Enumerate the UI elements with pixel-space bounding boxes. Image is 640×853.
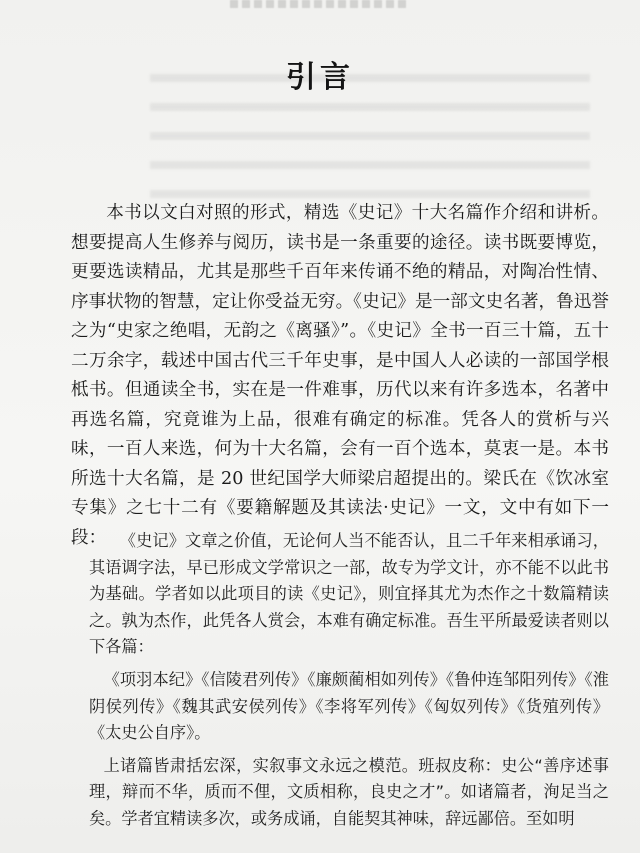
quoted-passage <box>89 528 609 839</box>
quote-paragraph: 上诸篇皆肃括宏深，实叙事文永远之模范。班叔皮称：史公“善序述事理，辩而不华，质而不俚，文质相称，良史之才”。如诸篇者，洵足当之矣。学者宜精读多次，或务成诵，自能契其神味，辞远鄙倍。至如明 <box>89 755 609 828</box>
running-header <box>230 0 410 8</box>
quote-paragraph: 《史记》文章之价值，无论何人当不能否认，且二千年来相承诵习，其语调字法，早已形成文学常识之一部，故专为学文计，亦不能不以此书为基础。学者如以此项目的读《史记》，则宜择其尤为杰作之十数篇精读之。孰为杰作，此凭各人赏会，本难有确定标准。吾生平所最爱读者则以下各篇： <box>89 531 609 657</box>
quote-chapter-list: 《项羽本纪》《信陵君列传》《廉颇蔺相如列传》《鲁仲连邹阳列传》《淮阴侯列传》《魏其武安侯列传》《李将军列传》《匈奴列传》《货殖列传》《太史公自序》。 <box>89 669 609 743</box>
chapter-title: 引言 <box>286 60 354 95</box>
intro-paragraph: 本书以文白对照的形式，精选《史记》十大名篇作介绍和讲析。想要提高人生修养与阅历，读书是一条重要的途径。读书既要博览，更要选读精品，尤其是那些千百年来传诵不绝的精品，对陶冶性情、序事状物的智慧，定让你受益无穷。《史记》是一部文史名著，鲁迅誉之为“史家之绝唱，无韵之《离骚》”。《史记》全书一百三十篇，五十二万余字，载述中国古代三千年史事，是中国人人必读的一部国学根柢书。但通读全书，实在是一件难事，历代以来有许多选本，名著中再选名篇，究竟谁为上品，很难有确定的标准。凭各人的赏析与兴味，一百人来选，何为十大名篇，会有一百个选本，莫衷一是。本书所选十大名篇，是 20 世纪国学大师梁启超提出的。梁氏在《饮冰室专集》之七十二有《要籍解题及其读法·史记》一文，文中有如下一段： <box>71 203 609 548</box>
